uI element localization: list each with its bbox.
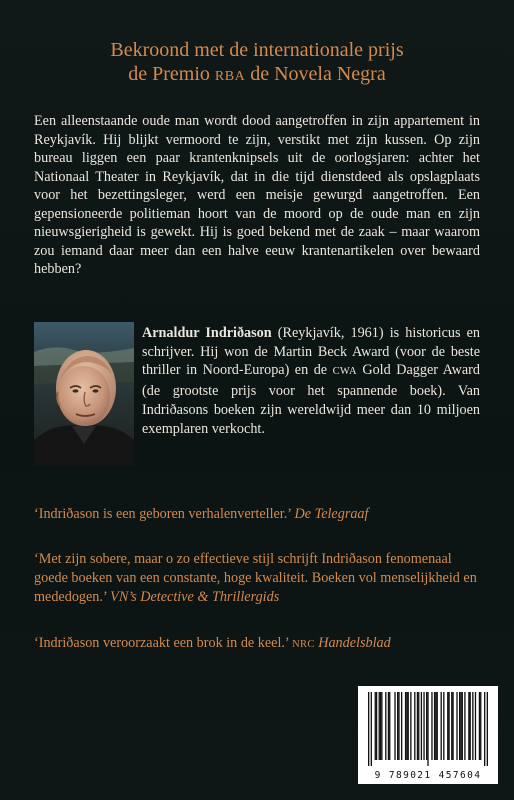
barcode-bar	[423, 692, 424, 760]
barcode-bar	[380, 692, 381, 760]
barcode-bar	[398, 692, 399, 760]
review-quote-1-source: De Telegraaf	[294, 506, 369, 522]
barcode-bar	[426, 692, 427, 760]
award-headline-prefix: de Premio	[128, 63, 215, 85]
barcode-bar	[475, 692, 476, 760]
barcode-bar	[441, 692, 442, 760]
barcode-bar	[464, 692, 465, 760]
award-headline-line2	[0, 62, 514, 89]
barcode-bar	[459, 692, 460, 760]
barcode-bar	[437, 692, 438, 760]
review-quote-2-source: VN’s Detective & Thrillergids	[110, 588, 280, 605]
barcode-bar	[462, 692, 463, 760]
barcode-bar	[371, 692, 372, 766]
barcode-bar	[410, 692, 411, 760]
barcode-bar	[451, 692, 452, 760]
barcode-bar	[368, 692, 369, 766]
barcode-bar	[389, 692, 390, 760]
barcode-bar	[472, 692, 473, 760]
barcode-bar	[434, 692, 435, 760]
barcode-bars	[368, 692, 488, 766]
barcode-bar	[381, 692, 382, 760]
barcode-bar	[421, 692, 422, 760]
author-name: Arnaldur Indriðason	[142, 325, 272, 341]
barcode-bar	[456, 692, 457, 760]
review-quote-3-text: ‘Indriðason veroorzaakt een brok in de keel.’	[34, 635, 289, 651]
barcode-bar	[397, 692, 398, 760]
barcode-bar	[460, 692, 461, 760]
review-quote-3-source-prefix: NRC	[292, 639, 315, 650]
barcode-bar	[388, 692, 389, 760]
barcode-bar	[448, 692, 449, 760]
barcode-bar	[435, 692, 436, 760]
barcode-bar	[394, 692, 395, 760]
barcode-bar	[406, 692, 407, 760]
isbn-barcode	[358, 686, 498, 784]
review-quote-3-source: Handelsblad	[318, 635, 391, 651]
review-quote-2	[34, 550, 480, 606]
review-quote-1-text: ‘Indriðason is een geboren verhalenverteller.’	[34, 506, 291, 522]
author-bio-part2: Gold Dagger Award (de grootste prijs voor het spannende boek). Van Indriðasons boeken zijn wereldwijd meer dan 10 miljoen exemplaren verkocht.	[142, 362, 480, 437]
barcode-bar	[414, 692, 415, 760]
barcode-bar	[405, 692, 406, 760]
barcode-bar	[479, 692, 480, 760]
award-headline-rba: RBA	[214, 69, 246, 84]
barcode-bar	[376, 692, 377, 760]
barcode-bar	[385, 692, 386, 760]
barcode-bar	[452, 692, 453, 760]
barcode-bar	[468, 692, 469, 760]
author-bio-part1: (Reykjavík, 1961) is historicus en schrijver. Hij won de Martin Beck Award (voor de beste thriller in Noord-Europa) en de	[142, 325, 480, 379]
author-bio-cwa: CWA	[332, 366, 357, 378]
synopsis-text: Een alleenstaande oude man wordt dood aangetroffen in zijn appartement in Reykjavík. Hij blijkt vermoord te zijn, verstikt met zijn kussen. Op zijn bureau liggen een paar krantenknipsels uit de oorlogsjaren: achter het Nationaal Theater in Reykjavík, dat in die tijd dienstdeed als opslagplaats voor het bezettingsleger, werd een meisje gewurgd aangetroffen. Een gepensioneerde politieman hoort van de moord op de oude man en zijn nieuwsgierigheid is gewekt. Hij is goed bekend met de zaak – maar waarom zou iemand daar meer dan een halve eeuw krantenartikelen over bewaard hebben?	[34, 113, 480, 277]
review-quote-2-text: ‘Met zijn sobere, maar o zo effectieve stijl schrijft Indriðason fenomenaal goede boeken van een constante, hoge kwaliteit. Boeken vol menselijkheid en mededogen.’	[34, 551, 477, 605]
barcode-bar	[375, 692, 376, 760]
review-quote-1	[34, 505, 480, 524]
award-headline-suffix: de Novela Negra	[245, 63, 386, 85]
barcode-bar	[443, 692, 444, 760]
isbn-digits: 9 789021 457604	[374, 770, 482, 781]
barcode-bar	[418, 692, 419, 760]
award-headline	[0, 38, 514, 89]
barcode-bar	[484, 692, 485, 766]
barcode-bar	[417, 692, 418, 760]
author-bio	[142, 324, 480, 438]
barcode-bar	[447, 692, 448, 760]
barcode-bar	[487, 692, 488, 766]
barcode-bar	[427, 692, 428, 766]
barcode-bar	[431, 692, 432, 760]
barcode-bar	[408, 692, 409, 760]
barcode-bar	[470, 692, 471, 760]
barcode-bar	[480, 692, 481, 760]
award-headline-line1: Bekroond met de internationale prijs	[110, 39, 404, 61]
barcode-bar	[401, 692, 402, 760]
barcode-bar	[379, 692, 380, 760]
review-quote-3	[34, 634, 480, 655]
author-photo	[34, 322, 134, 466]
